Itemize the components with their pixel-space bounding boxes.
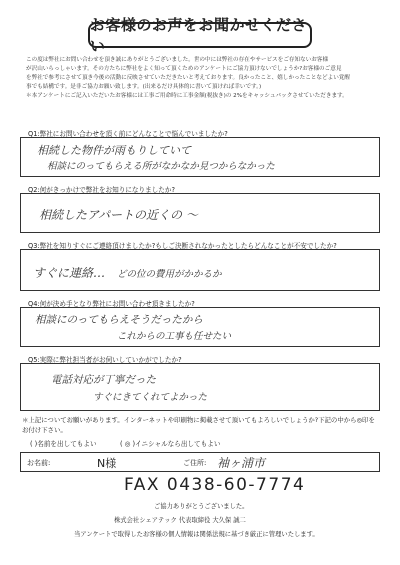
intro-text — [26, 56, 378, 101]
question-1-answer-line: 相続した物件が雨もりしていて — [37, 144, 191, 157]
intro-line: が沢山いらっしゃいます。その方たちに弊社をよく知って頂くためのアンケートにご協力頂けないでしょうか?お客様のご意見 — [26, 66, 342, 72]
question-5-label: Q5:実際に弊社担当者がお伺いしていかがでしたか? — [28, 356, 182, 364]
privacy-text: 当アンケートで取得したお客様の個人情報は関係法規に基づき厳正に管理いたします。 — [74, 531, 319, 538]
option-initial-ok[interactable]: ( ◎ )イニシャルなら出してもよい — [120, 440, 221, 448]
page-title: お客様のお声をお聞かせください — [88, 22, 312, 48]
question-4-answer-line: 相談にのってもらえそうだったから — [35, 314, 203, 326]
question-5-answer-line: すぐにきてくれてよかった — [93, 392, 208, 403]
consent-line: ＊上記についてお願いがあります。インターネットや印刷物に掲載させて頂いてもよろしいでしょうか?下記の中から◎印を — [22, 416, 375, 424]
address-value: 袖ヶ浦市 — [217, 456, 266, 470]
question-2-answer-box — [20, 193, 380, 233]
signature-row — [20, 452, 380, 472]
intro-line: ＊本アンケートにご記入いただいたお客様には工事ご用命時に工事金額(税抜き)の 2%をキャッシュバックさせていただきます。 — [26, 93, 348, 99]
question-3-answer-box — [20, 249, 380, 291]
question-3-label: Q3:弊社を知りすぐにご連絡頂けましたか?もしご決断されなかったとしたらどんなことが不安でしたか? — [28, 242, 337, 250]
address-label: ご住所: — [183, 459, 207, 467]
intro-line: を弊社で参考にさせて頂き今後の活動に反映させていただきたいと考えております。良かったこと、嬉しかったことなどよい覚醒 — [26, 75, 350, 81]
question-4-answer-line: これからの工事も任せたい — [117, 331, 232, 342]
name-label: お名前: — [27, 459, 51, 467]
fax-number: FAX 0438-60-7774 — [124, 475, 306, 495]
question-4-answer-box — [20, 307, 380, 347]
question-1-answer-box — [20, 137, 380, 177]
option-name-ok[interactable]: ( )名前を出してもよい — [30, 440, 97, 448]
question-5-answer-line: 電話対応が丁寧だった — [51, 374, 156, 386]
consent-text — [22, 416, 382, 435]
consent-line: お付け下さい。 — [22, 425, 67, 434]
question-1-answer-line: 相談にのってもらえる所がなかなか見つからなかった — [47, 161, 275, 172]
company-text: 株式会社シェアテック 代表取締役 大久保 誠二 — [114, 517, 246, 524]
thanks-text: ご協力ありがとうございました。 — [154, 503, 249, 510]
intro-line: 事でも結構です。是非ご協力お願い致します。(出来るだけ具体的に書いて頂ければ幸いです。) — [26, 84, 262, 90]
name-value: N様 — [97, 457, 117, 470]
question-5-answer-box — [20, 363, 380, 411]
intro-line: この度は弊社にお問い合わせを頂き誠にありがとうございました。世の中には弊社の存在やサービスをご存知ないお客様 — [26, 57, 329, 63]
question-3-answer-line: すぐに連絡… — [33, 266, 106, 280]
question-2-label: Q2:何がきっかけで弊社をお知りになりましたか? — [28, 186, 175, 194]
question-1-label: Q1:弊社にお問い合わせを頂く前にどんなことで悩んでいましたか? — [28, 130, 228, 138]
question-2-answer-line: 相続したアパートの近くの ～ — [39, 208, 198, 222]
question-3-answer-line: どの位の費用がかかるか — [117, 269, 222, 280]
question-4-label: Q4:何が決め手となり弊社にお問い合わせ頂きましたか? — [28, 300, 195, 308]
